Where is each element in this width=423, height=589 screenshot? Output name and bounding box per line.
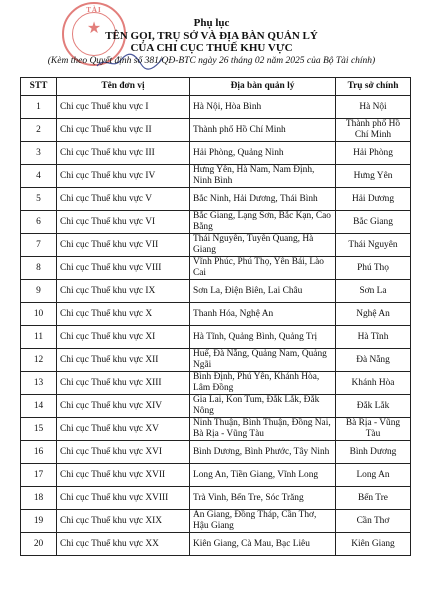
table-row [21,510,411,533]
table-row [21,533,411,556]
table-row [21,96,411,119]
cell-unit: Chi cục Thuế khu vực XVIII [57,487,190,510]
cell-area: Ninh Thuận, Bình Thuận, Đồng Nai, Bà Rịa - Vũng Tàu [190,418,336,441]
cell-hq: Khánh Hòa [336,372,411,395]
cell-hq: Cần Thơ [336,510,411,533]
cell-stt: 17 [21,464,57,487]
cell-hq: Hà Tĩnh [336,326,411,349]
cell-stt: 16 [21,441,57,464]
cell-hq: Bến Tre [336,487,411,510]
document-subtitle: (Kèm theo Quyết định số 381/QĐ-BTC ngày 26 tháng 02 năm 2025 của Bộ Tài chính) [47,56,376,66]
cell-area: Hà Nội, Hòa Bình [190,96,336,119]
cell-unit: Chi cục Thuế khu vực XI [57,326,190,349]
cell-hq: Long An [336,464,411,487]
cell-area: Gia Lai, Kon Tum, Đắk Lắk, Đắk Nông [190,395,336,418]
table-row [21,211,411,234]
cell-hq: Hưng Yên [336,165,411,188]
cell-area: Sơn La, Điện Biên, Lai Châu [190,280,336,303]
table-row [21,418,411,441]
cell-stt: 12 [21,349,57,372]
cell-area: Thành phố Hồ Chí Minh [190,119,336,142]
cell-stt: 2 [21,119,57,142]
seal-star-icon: ★ [86,20,102,37]
cell-hq: Đắk Lắk [336,395,411,418]
table-row [21,395,411,418]
cell-hq: Hải Phòng [336,142,411,165]
tax-office-table [20,77,411,556]
cell-hq: Bà Rịa - Vũng Tàu [336,418,411,441]
cell-area: Vĩnh Phúc, Phú Thọ, Yên Bái, Lào Cai [190,257,336,280]
cell-stt: 7 [21,234,57,257]
document-title-line1: TÊN GỌI, TRỤ SỞ VÀ ĐỊA BÀN QUẢN LÝ [105,30,318,42]
column-header-unit: Tên đơn vị [57,78,190,96]
table-body [21,96,411,556]
cell-area: Bắc Ninh, Hải Dương, Thái Bình [190,188,336,211]
table-row [21,487,411,510]
cell-stt: 6 [21,211,57,234]
cell-hq: Phú Thọ [336,257,411,280]
table-row [21,303,411,326]
table-row [21,349,411,372]
cell-stt: 18 [21,487,57,510]
cell-hq: Kiên Giang [336,533,411,556]
table-row [21,188,411,211]
cell-area: Bình Định, Phú Yên, Khánh Hòa, Lâm Đồng [190,372,336,395]
cell-unit: Chi cục Thuế khu vực XVII [57,464,190,487]
table-row [21,441,411,464]
table-row [21,326,411,349]
cell-hq: Thái Nguyên [336,234,411,257]
table-row [21,257,411,280]
cell-hq: Hà Nội [336,96,411,119]
cell-area: Thanh Hóa, Nghệ An [190,303,336,326]
cell-unit: Chi cục Thuế khu vực XII [57,349,190,372]
column-header-stt: STT [21,78,57,96]
cell-area: Huế, Đà Nẵng, Quảng Nam, Quảng Ngãi [190,349,336,372]
cell-unit: Chi cục Thuế khu vực VI [57,211,190,234]
seal-text: TÀI [86,6,102,14]
cell-unit: Chi cục Thuế khu vực XIV [57,395,190,418]
cell-unit: Chi cục Thuế khu vực III [57,142,190,165]
document-title-line2: CỦA CHI CỤC THUẾ KHU VỰC [130,42,293,54]
cell-hq: Bắc Giang [336,211,411,234]
cell-area: Long An, Tiền Giang, Vĩnh Long [190,464,336,487]
table-row [21,119,411,142]
cell-unit: Chi cục Thuế khu vực VII [57,234,190,257]
column-header-hq: Trụ sở chính [336,78,411,96]
cell-stt: 4 [21,165,57,188]
cell-area: Hà Tĩnh, Quảng Bình, Quảng Trị [190,326,336,349]
table-row [21,280,411,303]
cell-hq: Hải Dương [336,188,411,211]
cell-hq: Nghệ An [336,303,411,326]
table-row [21,372,411,395]
cell-unit: Chi cục Thuế khu vực II [57,119,190,142]
table-row [21,464,411,487]
table-header-row [21,78,411,96]
cell-unit: Chi cục Thuế khu vực XIII [57,372,190,395]
cell-hq: Bình Dương [336,441,411,464]
column-header-area: Địa bàn quản lý [190,78,336,96]
cell-stt: 5 [21,188,57,211]
cell-unit: Chi cục Thuế khu vực IX [57,280,190,303]
cell-stt: 10 [21,303,57,326]
table-row [21,234,411,257]
cell-unit: Chi cục Thuế khu vực XVI [57,441,190,464]
cell-area: Trà Vinh, Bến Tre, Sóc Trăng [190,487,336,510]
cell-hq: Thành phố Hồ Chí Minh [336,119,411,142]
cell-stt: 3 [21,142,57,165]
appendix-label: Phụ lục [193,17,230,29]
cell-stt: 1 [21,96,57,119]
cell-unit: Chi cục Thuế khu vực V [57,188,190,211]
cell-unit: Chi cục Thuế khu vực XIX [57,510,190,533]
cell-area: Bắc Giang, Lạng Sơn, Bắc Kạn, Cao Bằng [190,211,336,234]
cell-unit: Chi cục Thuế khu vực IV [57,165,190,188]
cell-stt: 19 [21,510,57,533]
cell-area: Bình Dương, Bình Phước, Tây Ninh [190,441,336,464]
cell-area: Thái Nguyên, Tuyên Quang, Hà Giang [190,234,336,257]
cell-unit: Chi cục Thuế khu vực X [57,303,190,326]
cell-stt: 13 [21,372,57,395]
cell-stt: 11 [21,326,57,349]
cell-hq: Sơn La [336,280,411,303]
cell-unit: Chi cục Thuế khu vực XV [57,418,190,441]
cell-stt: 20 [21,533,57,556]
cell-unit: Chi cục Thuế khu vực I [57,96,190,119]
table-row [21,165,411,188]
cell-stt: 15 [21,418,57,441]
cell-area: Kiên Giang, Cà Mau, Bạc Liêu [190,533,336,556]
cell-area: Hải Phòng, Quảng Ninh [190,142,336,165]
cell-area: An Giang, Đồng Tháp, Cần Thơ, Hậu Giang [190,510,336,533]
cell-hq: Đà Nẵng [336,349,411,372]
cell-stt: 8 [21,257,57,280]
cell-unit: Chi cục Thuế khu vực XX [57,533,190,556]
cell-stt: 9 [21,280,57,303]
cell-area: Hưng Yên, Hà Nam, Nam Định, Ninh Bình [190,165,336,188]
cell-stt: 14 [21,395,57,418]
table-row [21,142,411,165]
cell-unit: Chi cục Thuế khu vực VIII [57,257,190,280]
